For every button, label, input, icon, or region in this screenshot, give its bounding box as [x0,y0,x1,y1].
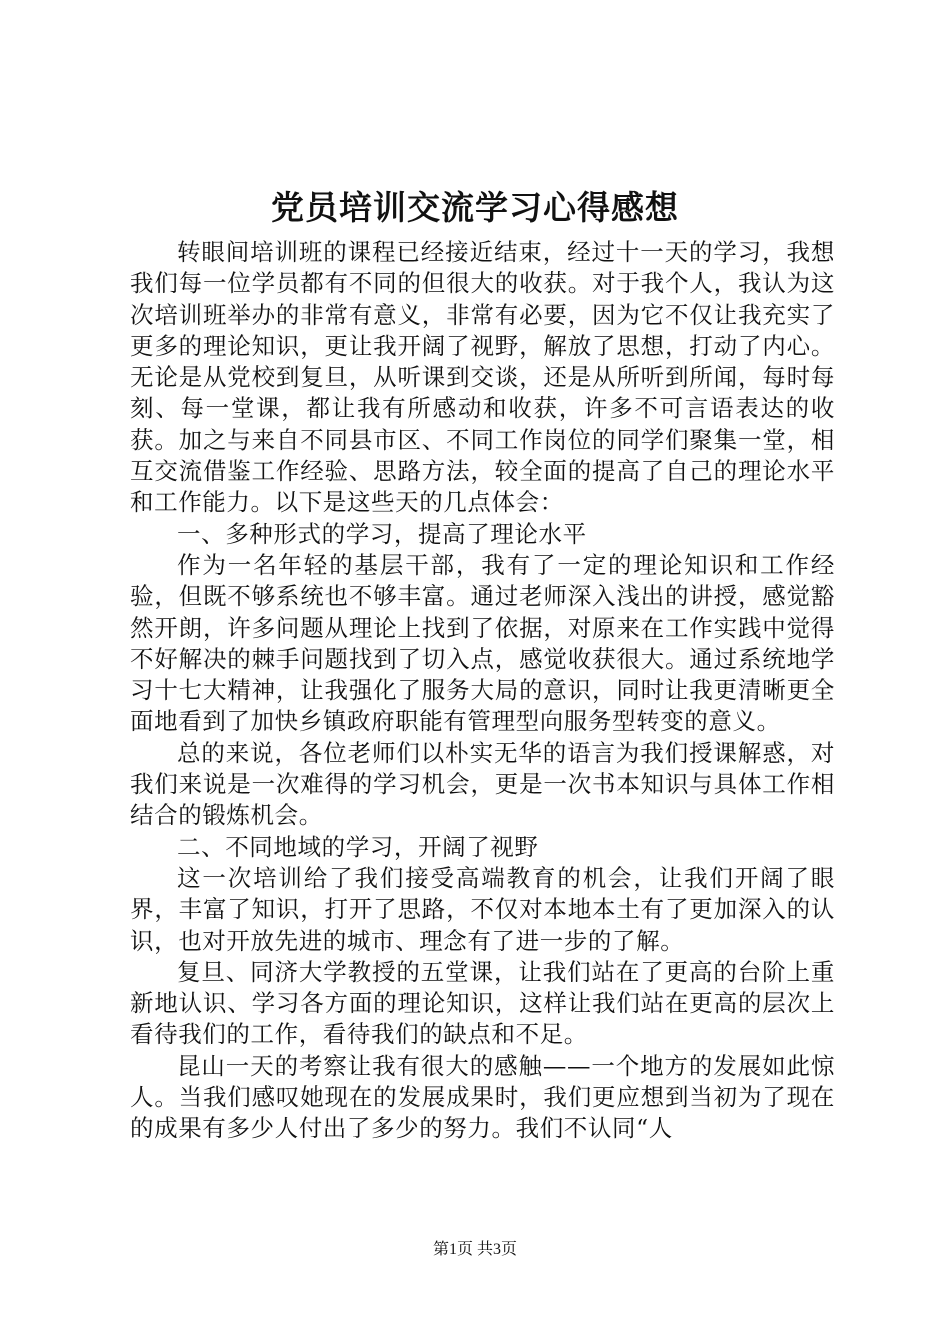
paragraph-intro: 转眼间培训班的课程已经接近结束，经过十一天的学习，我想我们每一位学员都有不同的但很大的收获。对于我个人，我认为这次培训班举办的非常有意义，非常有必要，因为它不仅让我充实了更多的理论知识，更让我开阔了视野，解放了思想，打动了内心。无论是从党校到复旦，从听课到交谈，还是从所听到所闻，每时每刻、每一堂课，都让我有所感动和收获，许多不可言语表达的收获。加之与来自不同县市区、不同工作岗位的同学们聚集一堂，相互交流借鉴工作经验、思路方法，较全面的提高了自己的理论水平和工作能力。以下是这些天的几点体会： [130,238,835,517]
paragraph-section2-body: 这一次培训给了我们接受高端教育的机会，让我们开阔了眼界，丰富了知识，打开了思路，不仅对本地本土有了更加深入的认识，也对开放先进的城市、理念有了进一步的了解。 [130,863,835,955]
section-heading-2: 二、不同地域的学习，开阔了视野 [177,832,539,861]
document-body [130,237,835,1145]
page-footer: 第1页 共3页 [432,1241,517,1258]
paragraph-section1-summary: 总的来说，各位老师们以朴实无华的语言为我们授课解惑，对我们来说是一次难得的学习机会，更是一次书本知识与具体工作相结合的锻炼机会。 [130,738,835,830]
paragraph-section1-body: 作为一名年轻的基层干部，我有了一定的理论知识和工作经验，但既不够系统也不够丰富。通过老师深入浅出的讲授，感觉豁然开朗，许多问题从理论上找到了依据，对原来在工作实践中觉得不好解决的棘手问题找到了切入点，感觉收获很大。通过系统地学习十七大精神，让我强化了服务大局的意识，同时让我更清晰更全面地看到了加快乡镇政府职能有管理型向服务型转变的意义。 [130,550,835,736]
section-heading-1: 一、多种形式的学习，提高了理论水平 [177,519,587,548]
paragraph-section2-fudan: 复旦、同济大学教授的五堂课，让我们站在了更高的台阶上重新地认识、学习各方面的理论知识，这样让我们站在更高的层次上看待我们的工作，看待我们的缺点和不足。 [130,957,835,1049]
paragraph-section2-kunshan: 昆山一天的考察让我有很大的感触——一个地方的发展如此惊人。当我们感叹她现在的发展成果时，我们更应想到当初为了现在的成果有多少人付出了多少的努力。我们不认同“人 [130,1051,835,1143]
page-title: 党员培训交流学习心得感想 [271,188,679,227]
